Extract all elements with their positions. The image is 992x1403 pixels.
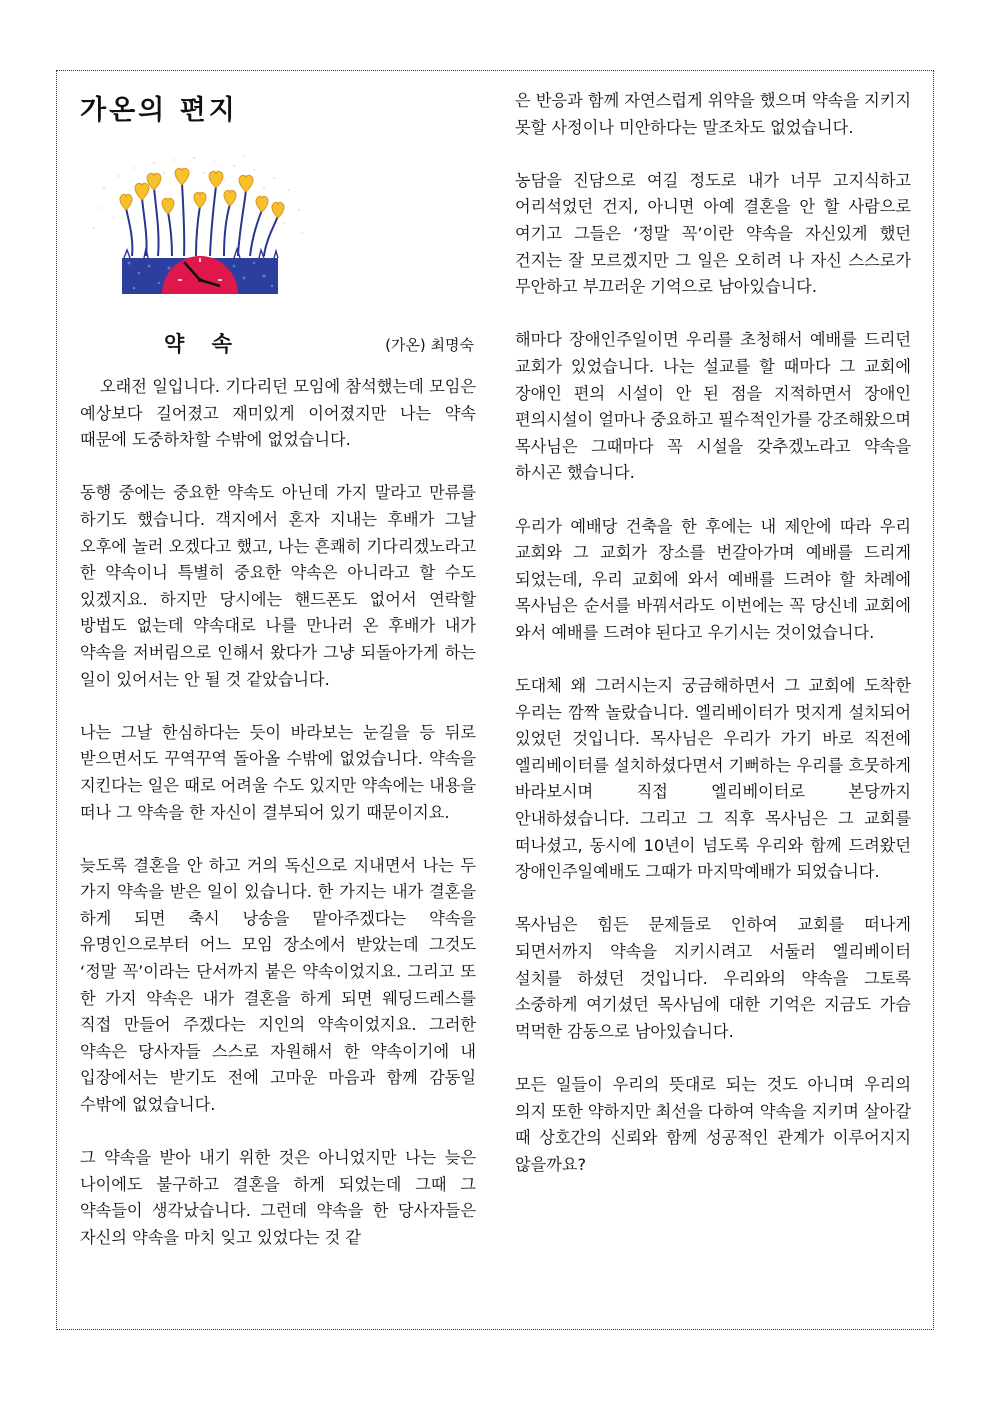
left-column (80, 374, 476, 1278)
paragraph: 목사님은 힘든 문제들로 인하여 교회를 떠나게 되면서까지 약속을 지키시려고 서둘러 엘리베이터 설치를 하셨던 것입니다. 우리와의 약속을 그토록 소중하게 여기셨던 목사님에 대한 기억은 지금도 가슴 먹먹한 감동으로 남아있습니다. (515, 915, 911, 1041)
poem-title: 약 속 (164, 332, 242, 356)
paragraph: 도대체 왜 그러시는지 궁금해하면서 그 교회에 도착한 우리는 깜짝 놀랐습니다. 엘리베이터가 멋지게 설치되어 있었던 것입니다. 목사님은 우리가 가기 바로 직전에 엘리베이터를 설치하셨다면서 기뻐하는 우리를 흐뭇하게 바라보시며 직접 엘리베이터로 본당까지 안내하셨습니다. 그리고 그 직후 목사님은 그 교회를 떠나셨고, 동시에 10년이 넘도록 우리와 함께 드려왔던 장애인주일예배도 그때가 마지막예배가 되었습니다. (515, 676, 911, 882)
paragraph: 오래전 일입니다. 기다리던 모임에 참석했는데 모임은 예상보다 길어졌고 재미있게 이어졌지만 나는 약속 때문에 도중하차할 수밖에 없었습니다. (80, 377, 476, 450)
section-title: 가온의 편지 (80, 95, 238, 126)
paragraph: 모든 일들이 우리의 뜻대로 되는 것도 아니며 우리의 의지 또한 약하지만 최선을 다하여 약속을 지키며 살아갈 때 상호간의 신뢰와 함께 성공적인 관계가 이루어지지 않을까요? (515, 1074, 911, 1174)
paragraph: 그 약속을 받아 내기 위한 것은 아니었지만 나는 늦은 나이에도 불구하고 결혼을 하게 되었는데 그때 그 약속들이 생각났습니다. 그런데 약속을 한 당사자들은 자신의 약속을 마치 잊고 있었다는 것 같 (80, 1148, 476, 1247)
flower-clock-image (84, 148, 312, 298)
right-column (515, 88, 911, 1205)
paragraph: 해마다 장애인주일이면 우리를 초청해서 예배를 드리던 교회가 있었습니다. 나는 설교를 할 때마다 그 교회에 장애인 편의 시설이 안 된 점을 지적하면서 장애인 편의시설이 얼마나 중요하고 필수적인가를 강조해왔으며 목사님은 그때마다 꼭 시설을 갖추겠노라고 약속을 하시곤 했습니다. (515, 330, 911, 483)
flower-clock-illustration (84, 148, 312, 298)
paragraph: 늦도록 결혼을 안 하고 거의 독신으로 지내면서 나는 두 가지 약속을 받은 일이 있습니다. 한 가지는 내가 결혼을 하게 되면 축시 낭송을 맡아주겠다는 약속을 유명인으로부터 어느 모임 장소에서 받았는데 그것도 ‘정말 꼭’이라는 단서까지 붙은 약속이었지요. 그리고 또 한 가지 약속은 내가 결혼을 하게 되면 웨딩드레스를 직접 만들어 주겠다는 지인의 약속이었지요. 그러한 약속은 당사자들 스스로 자원해서 한 약속이기에 내 입장에서는 받기도 전에 고마운 마음과 함께 감동일 수밖에 없었습니다. (80, 855, 476, 1115)
paragraph: 나는 그날 한심하다는 듯이 바라보는 눈길을 등 뒤로 받으면서도 꾸역꾸역 돌아올 수밖에 없었습니다. 약속을 지킨다는 일은 때로 어려울 수도 있지만 약속에는 내용을 떠나 그 약속을 한 자신이 결부되어 있기 때문이지요. (80, 722, 476, 822)
paragraph: 동행 중에는 중요한 약속도 아닌데 가지 말라고 만류를 하기도 했습니다. 객지에서 혼자 지내는 후배가 그날 오후에 놀러 오겠다고 했고, 나는 흔쾌히 기다리겠노라고 한 약속이니 특별히 중요한 약속은 아니라고 할 수도 있겠지요. 하지만 당시에는 핸드폰도 없어서 연락할 방법도 없는데 약속대로 나를 만나러 온 후배가 내가 약속을 저버림으로 인해서 왔다가 그냥 되돌아가게 하는 일이 있어서는 안 될 것 같았습니다. (80, 483, 476, 689)
paragraph: 우리가 예배당 건축을 한 후에는 내 제안에 따라 우리 교회와 그 교회가 장소를 번갈아가며 예배를 드리게 되었는데, 우리 교회에 와서 예배를 드려야 할 차례에 목사님은 순서를 바꿔서라도 이번에는 꼭 당신네 교회에 와서 예배를 드려야 된다고 우기시는 것이었습니다. (515, 516, 911, 642)
poem-author: (가온) 최명숙 (385, 336, 474, 354)
paragraph: 농담을 진담으로 여길 정도로 내가 너무 고지식하고 어리석었던 건지, 아니면 아예 결혼을 안 할 사람으로 여기고 그들은 ‘정말 꼭’이란 약속을 자신있게 했던 건지는 잘 모르겠지만 그 일은 오히려 나 자신 스스로가 무안하고 부끄러운 기억으로 남아있습니다. (515, 170, 911, 297)
poem-header (80, 328, 476, 358)
paragraph: 은 반응과 함께 자연스럽게 위약을 했으며 약속을 지키지 못할 사정이나 미안하다는 말조차도 없었습니다. (515, 91, 911, 137)
